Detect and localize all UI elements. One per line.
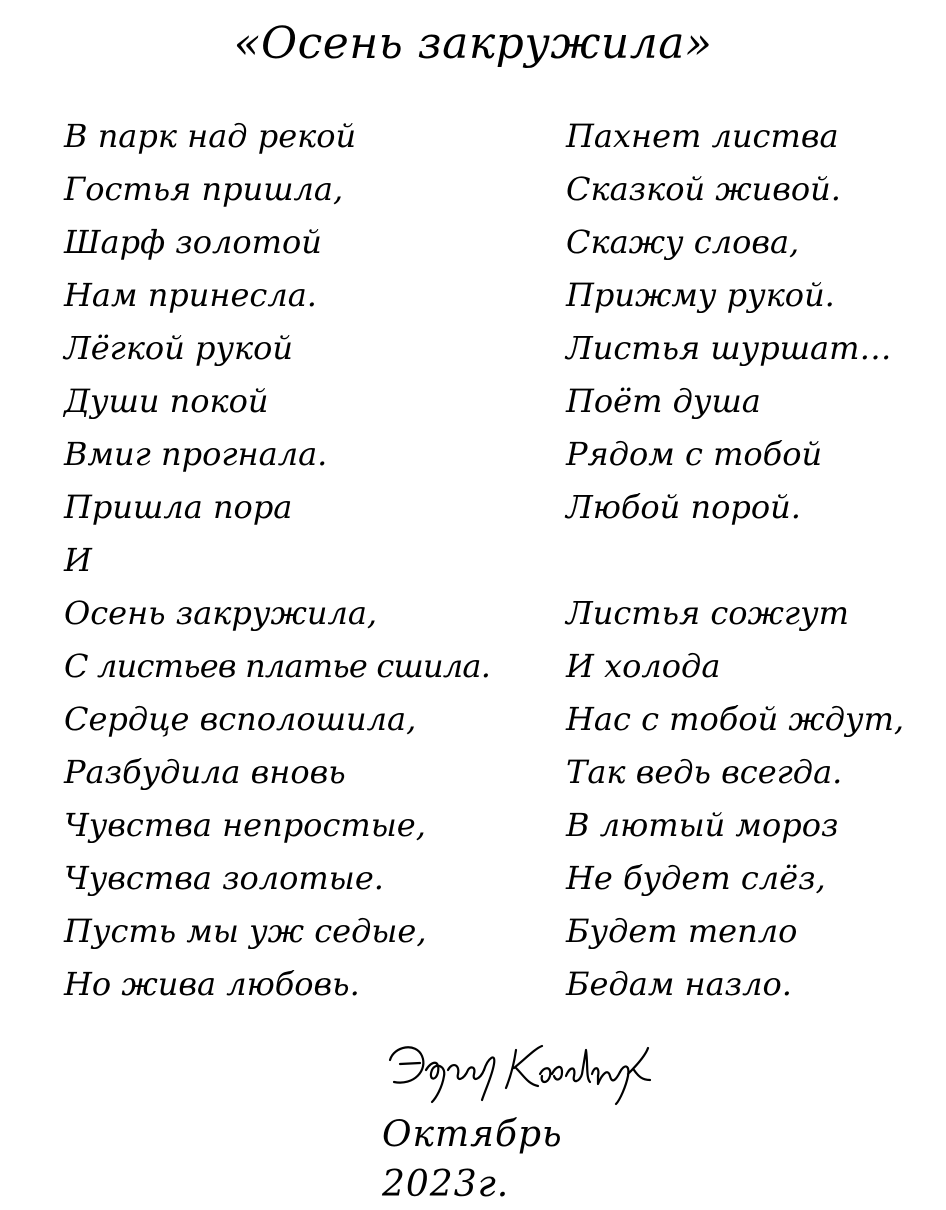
poem-line: Души покой [64,382,269,420]
handwritten-signature [376,1030,676,1110]
poem-line: Сердце всполошила, [64,700,417,738]
poem-line: С листьев платье сшила. [64,647,491,685]
poem-line: Любой порой. [566,488,801,526]
poem-line: Чувства непростые, [64,806,426,844]
poem-line: Нас с тобой ждут, [566,700,905,738]
poem-line-blank [566,534,936,587]
poem-line: Осень закружила, [64,594,378,632]
poem-line: Шарф золотой [64,223,322,261]
poem-line: Листья сожгут [566,594,849,632]
date-line: Октябрь 2023г. [382,1114,563,1205]
poem-line: И холода [566,647,721,685]
poem-line: Пахнет листва [566,117,839,155]
poem-left-column [64,110,534,1011]
poem-line: Не будет слёз, [566,859,826,897]
poem-line: Сказкой живой. [566,170,841,208]
poem-line: Бедам назло. [566,965,792,1003]
poem-right-column [566,110,936,1011]
poem-line: Прижму рукой. [566,276,835,314]
poem-line: И [64,541,92,579]
poem-line: Будет тепло [566,912,798,950]
poem-line: В лютый мороз [566,806,839,844]
poem-line: В парк над рекой [64,117,357,155]
signature-drawing [376,1030,676,1110]
poem-title: «Осень закружила» [233,18,713,69]
poem-line: Чувства золотые. [64,859,384,897]
poem-line: Лёгкой рукой [64,329,293,367]
poem-line: Скажу слова, [566,223,800,261]
poem-line: Нам принесла. [64,276,317,314]
poem-line: Рядом с тобой [566,435,823,473]
poem-line: Листья шуршат… [566,329,892,367]
poem-line: Гостья пришла, [64,170,344,208]
poem-line: Пусть мы уж седые, [64,912,427,950]
poem-line: Вмиг прогнала. [64,435,328,473]
poem-line: Поёт душа [566,382,761,420]
poem-line: Так ведь всегда. [566,753,843,791]
poem-line: Пришла пора [64,488,293,526]
poem-line: Разбудила вновь [64,753,346,791]
poem-line: Но жива любовь. [64,965,360,1003]
